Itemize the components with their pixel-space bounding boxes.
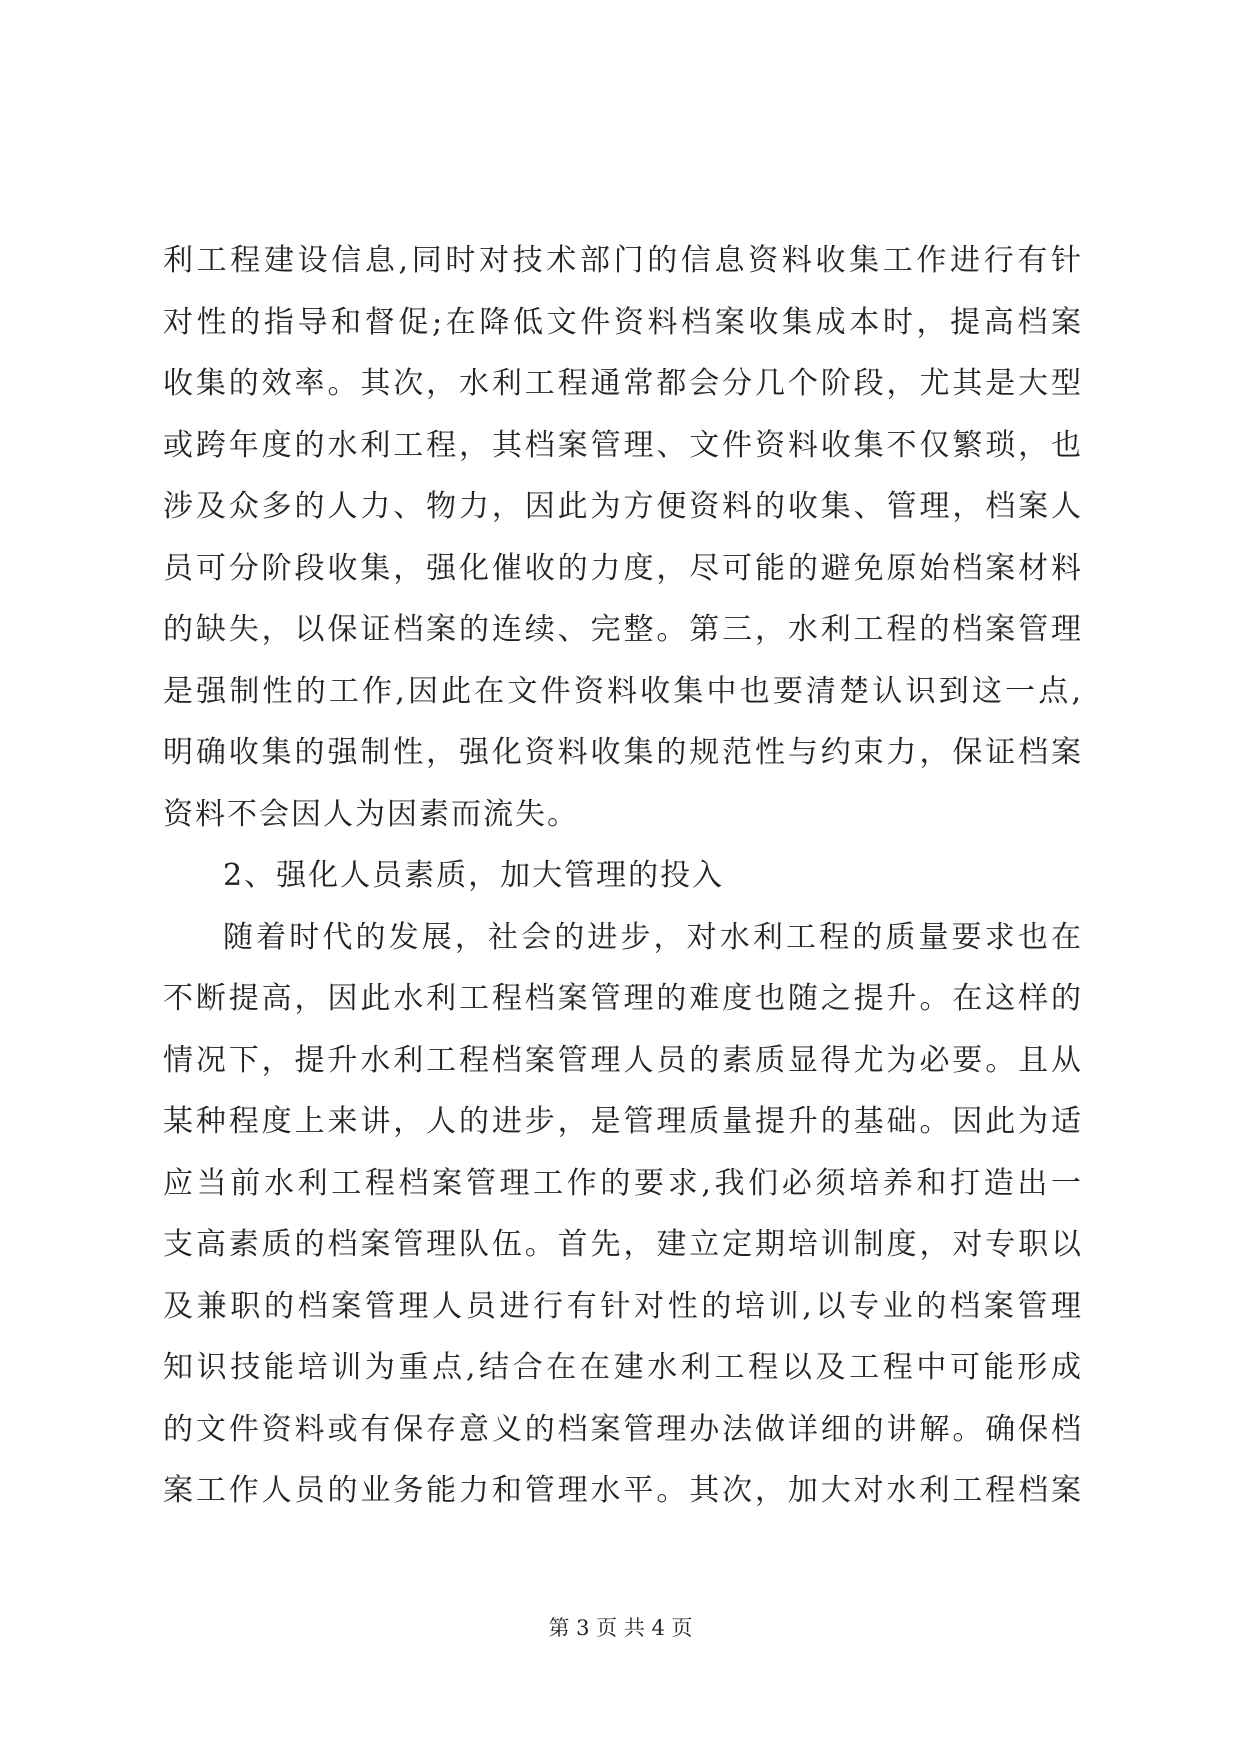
text-line: 支高素质的档案管理队伍。首先，建立定期培训制度，对专职以 (163, 1227, 1083, 1262)
text-line: 不断提高，因此水利工程档案管理的难度也随之提升。在这样的 (163, 981, 1083, 1016)
text-line: 随着时代的发展，社会的进步，对水利工程的质量要求也在 (223, 919, 1083, 955)
text-line: 利工程建设信息,同时对技术部门的信息资料收集工作进行有针 (163, 243, 1083, 278)
text-line: 某种程度上来讲，人的进步，是管理质量提升的基础。因此为适 (163, 1104, 1083, 1139)
page-number-footer: 第 3 页 共 4 页 (548, 1616, 693, 1640)
text-line: 是强制性的工作,因此在文件资料收集中也要清楚认识到这一点, (163, 673, 1083, 709)
text-line: 或跨年度的水利工程，其档案管理、文件资料收集不仅繁琐，也 (163, 427, 1083, 463)
text-line: 收集的效率。其次，水利工程通常都会分几个阶段，尤其是大型 (163, 366, 1083, 401)
text-line: 员可分阶段收集，强化催收的力度，尽可能的避免原始档案材料 (163, 550, 1083, 586)
text-line: 情况下，提升水利工程档案管理人员的素质显得尤为必要。且从 (163, 1042, 1083, 1078)
text-line: 知识技能培训为重点,结合在在建水利工程以及工程中可能形成 (163, 1350, 1083, 1385)
body-text (163, 230, 1083, 1522)
text-line: 涉及众多的人力、物力，因此为方便资料的收集、管理，档案人 (163, 489, 1083, 524)
text-line: 的文件资料或有保存意义的档案管理办法做详细的讲解。确保档 (163, 1411, 1083, 1447)
text-line: 及兼职的档案管理人员进行有针对性的培训,以专业的档案管理 (163, 1288, 1083, 1324)
text-line: 案工作人员的业务能力和管理水平。其次，加大对水利工程档案 (163, 1473, 1083, 1508)
text-line: 对性的指导和督促;在降低文件资料档案收集成本时，提高档案 (163, 304, 1083, 340)
text-line: 应当前水利工程档案管理工作的要求,我们必须培养和打造出一 (163, 1165, 1083, 1201)
text-line: 明确收集的强制性，强化资料收集的规范性与约束力，保证档案 (163, 735, 1083, 770)
text-line: 资料不会因人为因素而流失。 (163, 796, 579, 832)
text-line: 的缺失，以保证档案的连续、完整。第三，水利工程的档案管理 (163, 612, 1083, 647)
section-heading: 2、强化人员素质，加大管理的投入 (223, 858, 725, 893)
